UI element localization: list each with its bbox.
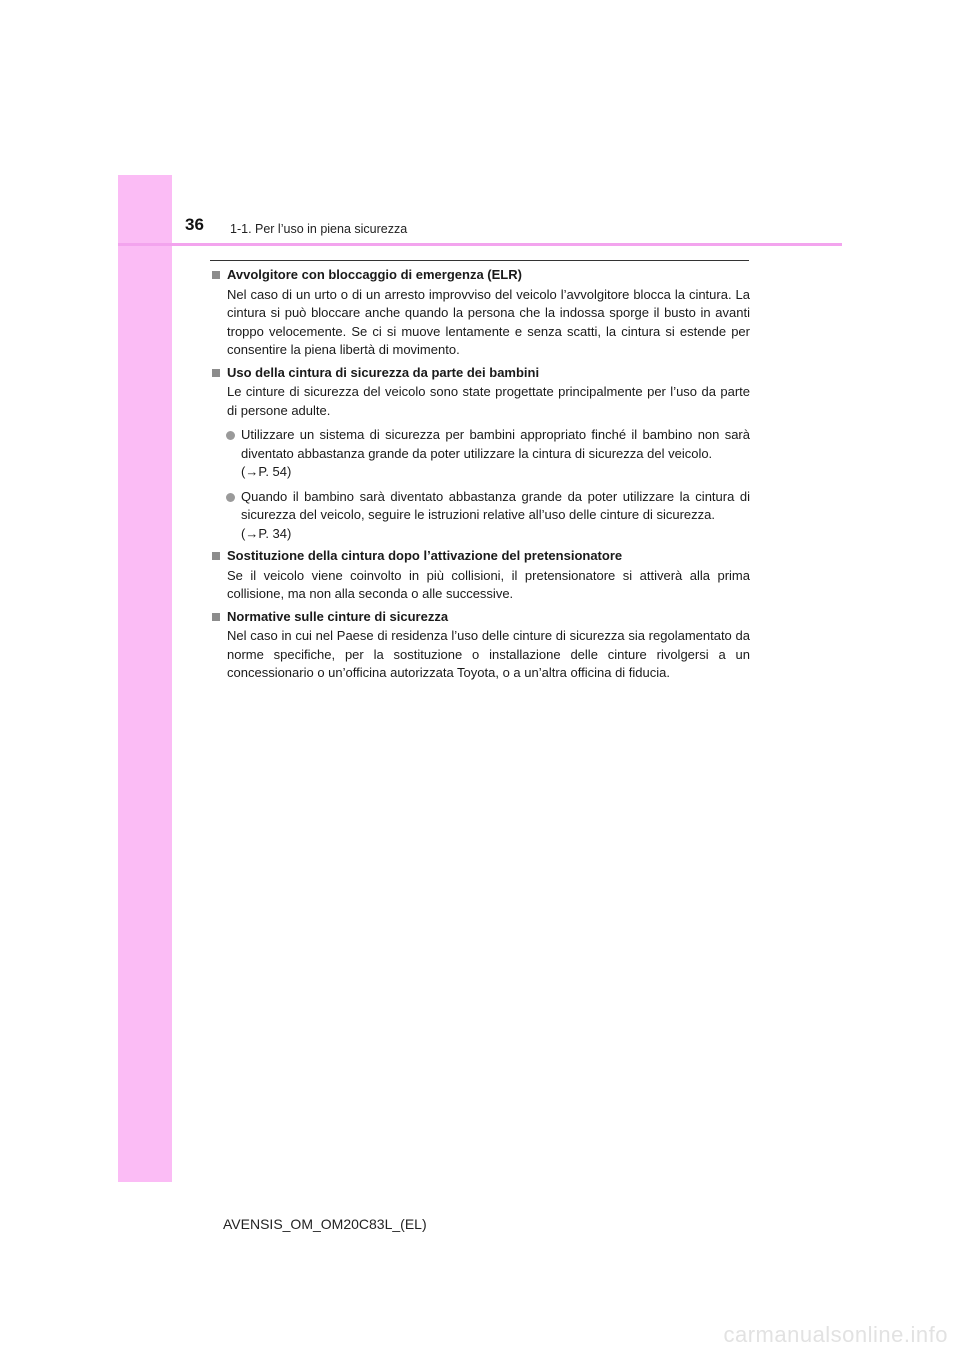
list-item-text: Utilizzare un sistema di sicurezza per bambini appropriato finché il bambino non sarà diventato abbastanza grande da poter utilizzare la cintura di sicurezza del veicolo.: [241, 427, 750, 461]
section-pretensioner: [210, 547, 750, 604]
square-bullet-icon: [212, 613, 220, 621]
content-divider: [210, 260, 749, 261]
page-content: [210, 266, 750, 687]
section-body: Nel caso in cui nel Paese di residenza l’uso delle cinture di sicurezza sia regolamentato da norme specifiche, per la sostituzione o installazione delle cinture rivolgersi a un concessionario o un’officina autorizzata Toyota, o a un’altra officina di fiducia.: [227, 628, 750, 680]
page-number: 36: [185, 215, 204, 234]
square-bullet-icon: [212, 369, 220, 377]
header-divider: [118, 243, 842, 246]
list-item: [210, 488, 750, 544]
section-heading-text: Sostituzione della cintura dopo l’attivazione del pretensionatore: [227, 548, 623, 563]
square-bullet-icon: [212, 271, 220, 279]
section-heading: [210, 364, 750, 383]
section-heading-text: Uso della cintura di sicurezza da parte dei bambini: [227, 364, 540, 380]
side-color-band: [118, 175, 172, 1182]
list-item: [210, 426, 750, 482]
section-children: [210, 364, 750, 544]
section-regulations: [210, 608, 750, 683]
section-heading: [210, 547, 750, 566]
square-bullet-icon: [212, 552, 220, 560]
section-body: Nel caso di un urto o di un arresto improvviso del veicolo l’avvolgitore blocca la cintura. La cintura si può bloccare anche quando la persona che la indossa sporge il busto in avanti troppo velocemente. Se ci si muove lentamente e senza scatti, la cintura si estende per consentire la piena libertà di movimento.: [227, 286, 750, 357]
round-bullet-icon: [226, 493, 235, 502]
section-elr: [210, 266, 750, 360]
page-reference-link[interactable]: (→P. 54): [241, 464, 292, 479]
section-title: 1-1. Per l’uso in piena sicurezza: [230, 222, 408, 236]
list-item-text: Quando il bambino sarà diventato abbastanza grande da poter utilizzare la cintura di sicurezza del veicolo, seguire le istruzioni relative all’uso delle cinture di sicurezza.: [241, 488, 750, 522]
watermark: carmanualsonline.info: [723, 1322, 948, 1347]
round-bullet-icon: [226, 431, 235, 440]
section-heading: [210, 608, 750, 627]
section-body: Se il veicolo viene coinvolto in più collisioni, il pretensionatore si attiverà alla prima collisione, ma non alla seconda o alle successive.: [227, 567, 750, 601]
section-body: Le cinture di sicurezza del veicolo sono state progettate principalmente per l’uso da parte di persone adulte.: [227, 384, 750, 418]
section-heading-text: Avvolgitore con bloccaggio di emergenza (ELR): [227, 267, 522, 282]
section-heading-text: Normative sulle cinture di sicurezza: [227, 608, 449, 624]
document-code: AVENSIS_OM_OM20C83L_(EL): [223, 1216, 427, 1232]
page-reference-link[interactable]: (→P. 34): [241, 525, 292, 541]
section-heading: [210, 266, 750, 285]
